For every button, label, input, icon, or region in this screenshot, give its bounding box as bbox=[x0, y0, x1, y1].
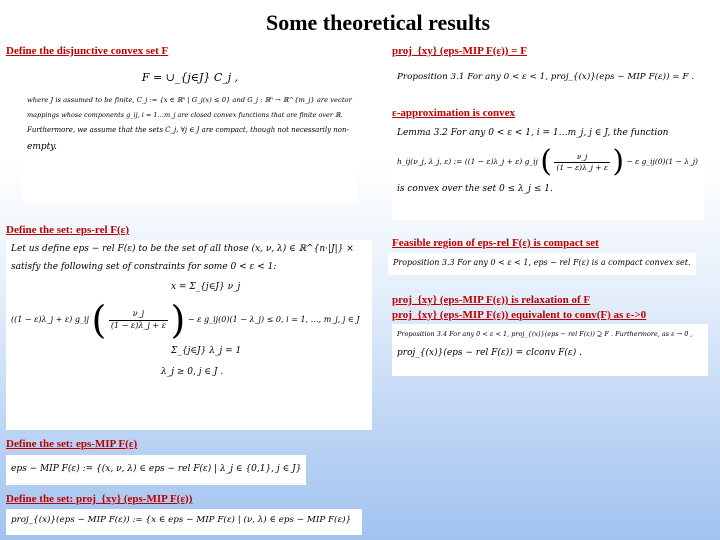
eps-rel-constraint-right: − ε g_ij(0)(1 − λ_j) ≤ 0, i = 1, …, m_j, j ∈ J bbox=[187, 315, 360, 325]
eps-rel-intro-1: Let us define eps − rel F(ε) to be the set of all those (x, ν, λ) ∈ ℝ^{n·|J|} × bbox=[11, 244, 354, 254]
disjunctive-line-2: mappings whose components g_ij, i = 1…m_j are closed convex functions that are finite over ℝ. bbox=[27, 110, 343, 119]
lemma-function-rhs: − ε g_ij(0)(1 − λ_j) bbox=[626, 157, 698, 167]
left-paren-glyph: ( bbox=[91, 298, 107, 343]
eps-mip-definition-box bbox=[6, 455, 306, 485]
lemma-fraction-numerator: ν_j bbox=[554, 152, 610, 163]
lemma-3-2-function bbox=[397, 144, 699, 180]
disjunctive-line-3: Furthermore, we assume that the sets C_j, ∀j ∈ J are compact, though not necessarily non- bbox=[27, 125, 349, 134]
disjunctive-line-1: where J is assumed to be finite, C_j := {x ∈ ℝⁿ | G_j(x) ≤ 0} and G_j : ℝⁿ → ℝ^{m_j} are vector bbox=[27, 95, 352, 104]
proposition-3-4-line-2: proj_{(x)}(eps − rel F(ε)) = clconv F(ε) . bbox=[397, 347, 582, 358]
eps-rel-constraint-lambda-sum: Σ_{j∈J} λ_j = 1 bbox=[171, 346, 242, 357]
right-paren-glyph: ) bbox=[170, 298, 186, 343]
heading-lemma-3-2: ε-approximation is convex bbox=[392, 107, 516, 119]
lemma-3-2-line-1: Lemma 3.2 For any 0 < ε < 1, i = 1…m_j, j ∈ J, the function bbox=[397, 128, 669, 138]
eps-rel-constraint-nonneg: λ_j ≥ 0, j ∈ J . bbox=[161, 366, 224, 377]
proposition-3-1-text: Proposition 3.1 For any 0 < ε < 1, proj_{(x)}(eps − MIP F(ε)) = F . bbox=[397, 72, 695, 82]
eps-rel-fraction bbox=[109, 309, 168, 332]
heading-disjunctive-set: Define the disjunctive convex set F bbox=[6, 45, 169, 57]
proposition-3-3-text: Proposition 3.3 For any 0 < ε < 1, eps − rel F(ε) is a compact convex set. bbox=[393, 258, 691, 267]
disjunctive-set-formula: F = ∪_{j∈J} C_j , bbox=[141, 71, 239, 84]
lemma-fraction bbox=[554, 152, 610, 173]
proj-formula: proj_{(x)}(eps − MIP F(ε)) := {x ∈ eps − MIP F(ε) | (ν, λ) ∈ eps − MIP F(ε)} bbox=[11, 515, 352, 525]
eps-rel-constraint-left: ((1 − ε)λ_j + ε) g_ij bbox=[11, 315, 89, 325]
heading-proj: Define the set: proj_{xy} (eps-MIP F(ε)) bbox=[6, 493, 193, 505]
proposition-3-1-box bbox=[392, 62, 704, 96]
disjunctive-line-4: empty. bbox=[27, 142, 57, 153]
eps-rel-fraction-numerator: ν_j bbox=[109, 309, 168, 321]
eps-mip-formula: eps − MIP F(ε) := {(x, ν, λ) ∈ eps − rel F(ε) | λ_j ∈ {0,1}, j ∈ J} bbox=[11, 464, 302, 474]
proposition-3-3-box bbox=[388, 253, 696, 275]
lemma-3-2-box bbox=[392, 124, 704, 220]
lemma-fraction-denominator: (1 − ε)λ_j + ε bbox=[556, 162, 608, 172]
eps-rel-constraint-perspective bbox=[11, 298, 367, 343]
eps-rel-fraction-denominator: (1 − ε)λ_j + ε bbox=[110, 320, 166, 330]
lemma-function-lhs: h_ij(ν_j, λ_j, ε) := ((1 − ε)λ_j + ε) g_ij bbox=[397, 157, 538, 167]
lemma-3-2-line-2: is convex over the set 0 ≤ λ_j ≤ 1. bbox=[397, 184, 553, 195]
heading-eps-rel: Define the set: eps-rel F(ε) bbox=[6, 224, 130, 236]
proj-definition-box bbox=[6, 509, 362, 535]
eps-rel-constraint-sum: x = Σ_{j∈J} ν_j bbox=[171, 282, 241, 293]
left-paren-glyph: ( bbox=[540, 144, 552, 180]
slide-title: Some theoretical results bbox=[265, 10, 491, 35]
disjunctive-set-definition-box bbox=[22, 62, 358, 202]
proposition-3-4-box bbox=[392, 324, 708, 376]
eps-rel-intro-2: satisfy the following set of constraints for some 0 < ε < 1: bbox=[11, 262, 277, 273]
heading-prop-3-4-relaxation: proj_{xy} (eps-MIP F(ε)) is relaxation of F bbox=[392, 294, 591, 306]
right-paren-glyph: ) bbox=[612, 144, 625, 180]
heading-prop-3-4-conv: proj_{xy} (eps-MIP F(ε)) equivalent to conv(F) as ε->0 bbox=[392, 309, 647, 321]
eps-rel-definition-box bbox=[6, 240, 372, 430]
heading-prop-3-3: Feasible region of eps-rel F(ε) is compact set bbox=[392, 237, 599, 249]
heading-eps-mip: Define the set: eps-MIP F(ε) bbox=[6, 438, 138, 450]
proposition-3-4-line-1: Proposition 3.4 For any 0 < ε < 1, proj_{(x)}(eps − rel F(ε)) ⊇ F . Furthermore, as ε → 0 , bbox=[397, 330, 693, 338]
heading-prop-3-1: proj_{xy} (eps-MIP F(ε)) = F bbox=[392, 45, 527, 57]
